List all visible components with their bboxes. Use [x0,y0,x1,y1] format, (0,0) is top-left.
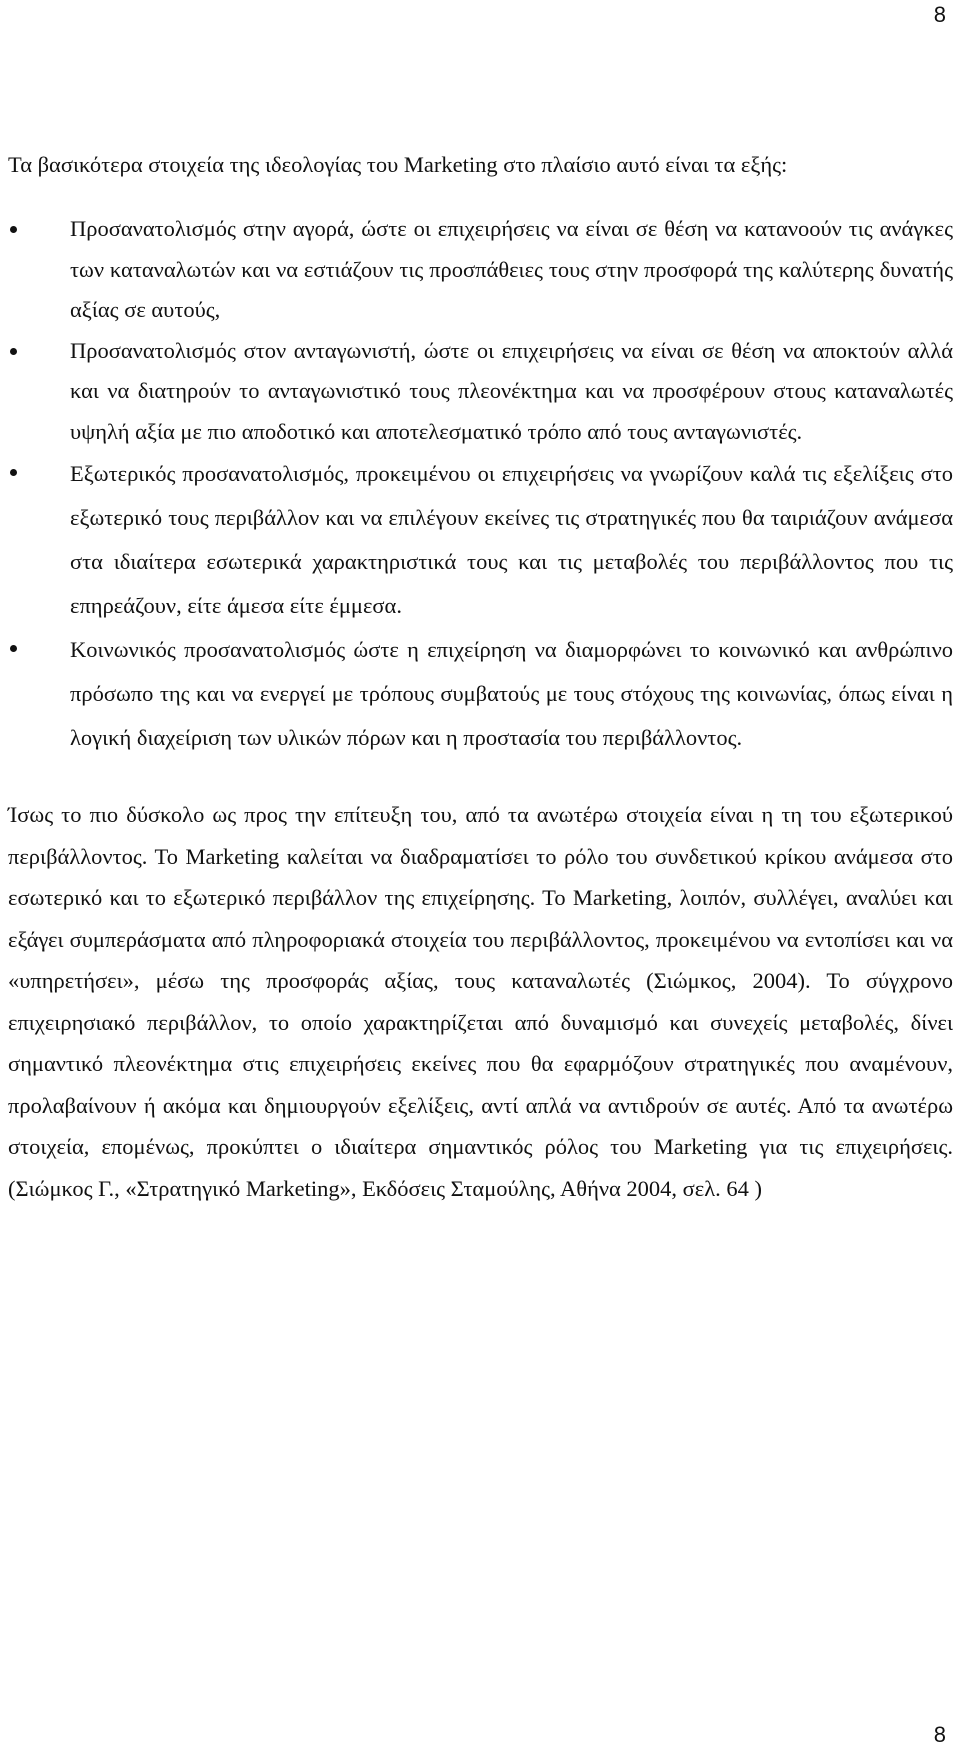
bullet-icon [10,469,17,476]
bullet-icon [10,348,17,355]
bullet-item-competitor [8,331,953,453]
document-body [8,144,953,1209]
bullet-item-external [8,452,953,628]
bullet-item-social [8,628,953,760]
bullet-text: Προσανατολισμός στην αγορά, ώστε οι επιχειρήσεις να είναι σε θέση να κατανοούν τις ανάγκες των καταναλωτών και να εστιάζουν τις προσπάθειες τους στην προσφορά της καλύτερης δυνατής αξίας σε αυτούς, [70,216,953,322]
page-number-bottom: 8 [933,1722,946,1747]
bullet-icon [10,226,17,233]
bullet-text: Προσανατολισμός στον ανταγωνιστή, ώστε οι επιχειρήσεις να είναι σε θέση να αποκτούν αλλά και να διατηρούν το ανταγωνιστικό τους πλεονέκτημα και να προσφέρουν στους καταναλωτές υψηλή αξία με πιο αποδοτικό και αποτελεσματικό τρόπο από τους ανταγωνιστές. [70,337,953,444]
bullet-list [8,209,953,760]
bullet-text: Εξωτερικός προσανατολισμός, προκειμένου οι επιχειρήσεις να γνωρίζουν καλά τις εξελίξεις στο εξωτερικό τους περιβάλλον και να επιλέγουν εκείνες τις στρατηγικές που θα ταιριάζουν ανάμεσα στα ιδιαίτερα εσωτερικά χαρακτηριστικά τους και τις μεταβολές του περιβάλλοντος που τις επηρεάζουν, είτε άμεσα είτε έμμεσα. [70,461,953,618]
bullet-text: Κοινωνικός προσανατολισμός ώστε η επιχείρηση να διαμορφώνει το κοινωνικό και ανθρώπινο πρόσωπο της και να ενεργεί με τρόπους συμβατούς με τους στόχους της κοινωνίας, όπως είναι η λογική διαχείριση των υλικών πόρων και η προστασία του περιβάλλοντος. [70,637,953,750]
bullet-icon [10,645,17,652]
intro-paragraph: Τα βασικότερα στοιχεία της ιδεολογίας του Marketing στο πλαίσιο αυτό είναι τα εξής: [8,152,788,177]
bullet-item-market [8,209,953,331]
closing-paragraph: Ίσως το πιο δύσκολο ως προς την επίτευξη του, από τα ανωτέρω στοιχεία είναι η τη του εξωτερικού περιβάλλοντος. Το Marketing καλείται να διαδραματίσει το ρόλο του συνδετικού κρίκου ανάμεσα στο εσωτερικό και το εξωτερικό περιβάλλον της επιχείρησης. Το Marketing, λοιπόν, συλλέγει, αναλύει και εξάγει συμπεράσματα από πληροφοριακά στοιχεία του περιβάλλοντος, προκειμένου να εντοπίσει και να «υπηρετήσει», μέσω της προσφοράς αξίας, τους καταναλωτές (Σιώμκος, 2004). Το σύγχρονο επιχειρησιακό περιβάλλον, το οποίο χαρακτηρίζεται από δυναμισμό και συνεχείς μεταβολές, δίνει σημαντικό πλεονέκτημα στις επιχειρήσεις εκείνες που θα εφαρμόζουν στρατηγικές που αναμένουν, προλαβαίνουν ή ακόμα και δημιουργούν εξελίξεις, αντί απλά να αντιδρούν σε αυτές. Από τα ανωτέρω στοιχεία, επομένως, προκύπτει ο ιδιαίτερα σημαντικός ρόλος του Marketing για τις επιχειρήσεις. (Σιώμκος Γ., «Στρατηγικό Marketing», Εκδόσεις Σταμούλης, Αθήνα 2004, σελ. 64 ) [8,802,953,1201]
page-number-top: 8 [933,2,946,27]
